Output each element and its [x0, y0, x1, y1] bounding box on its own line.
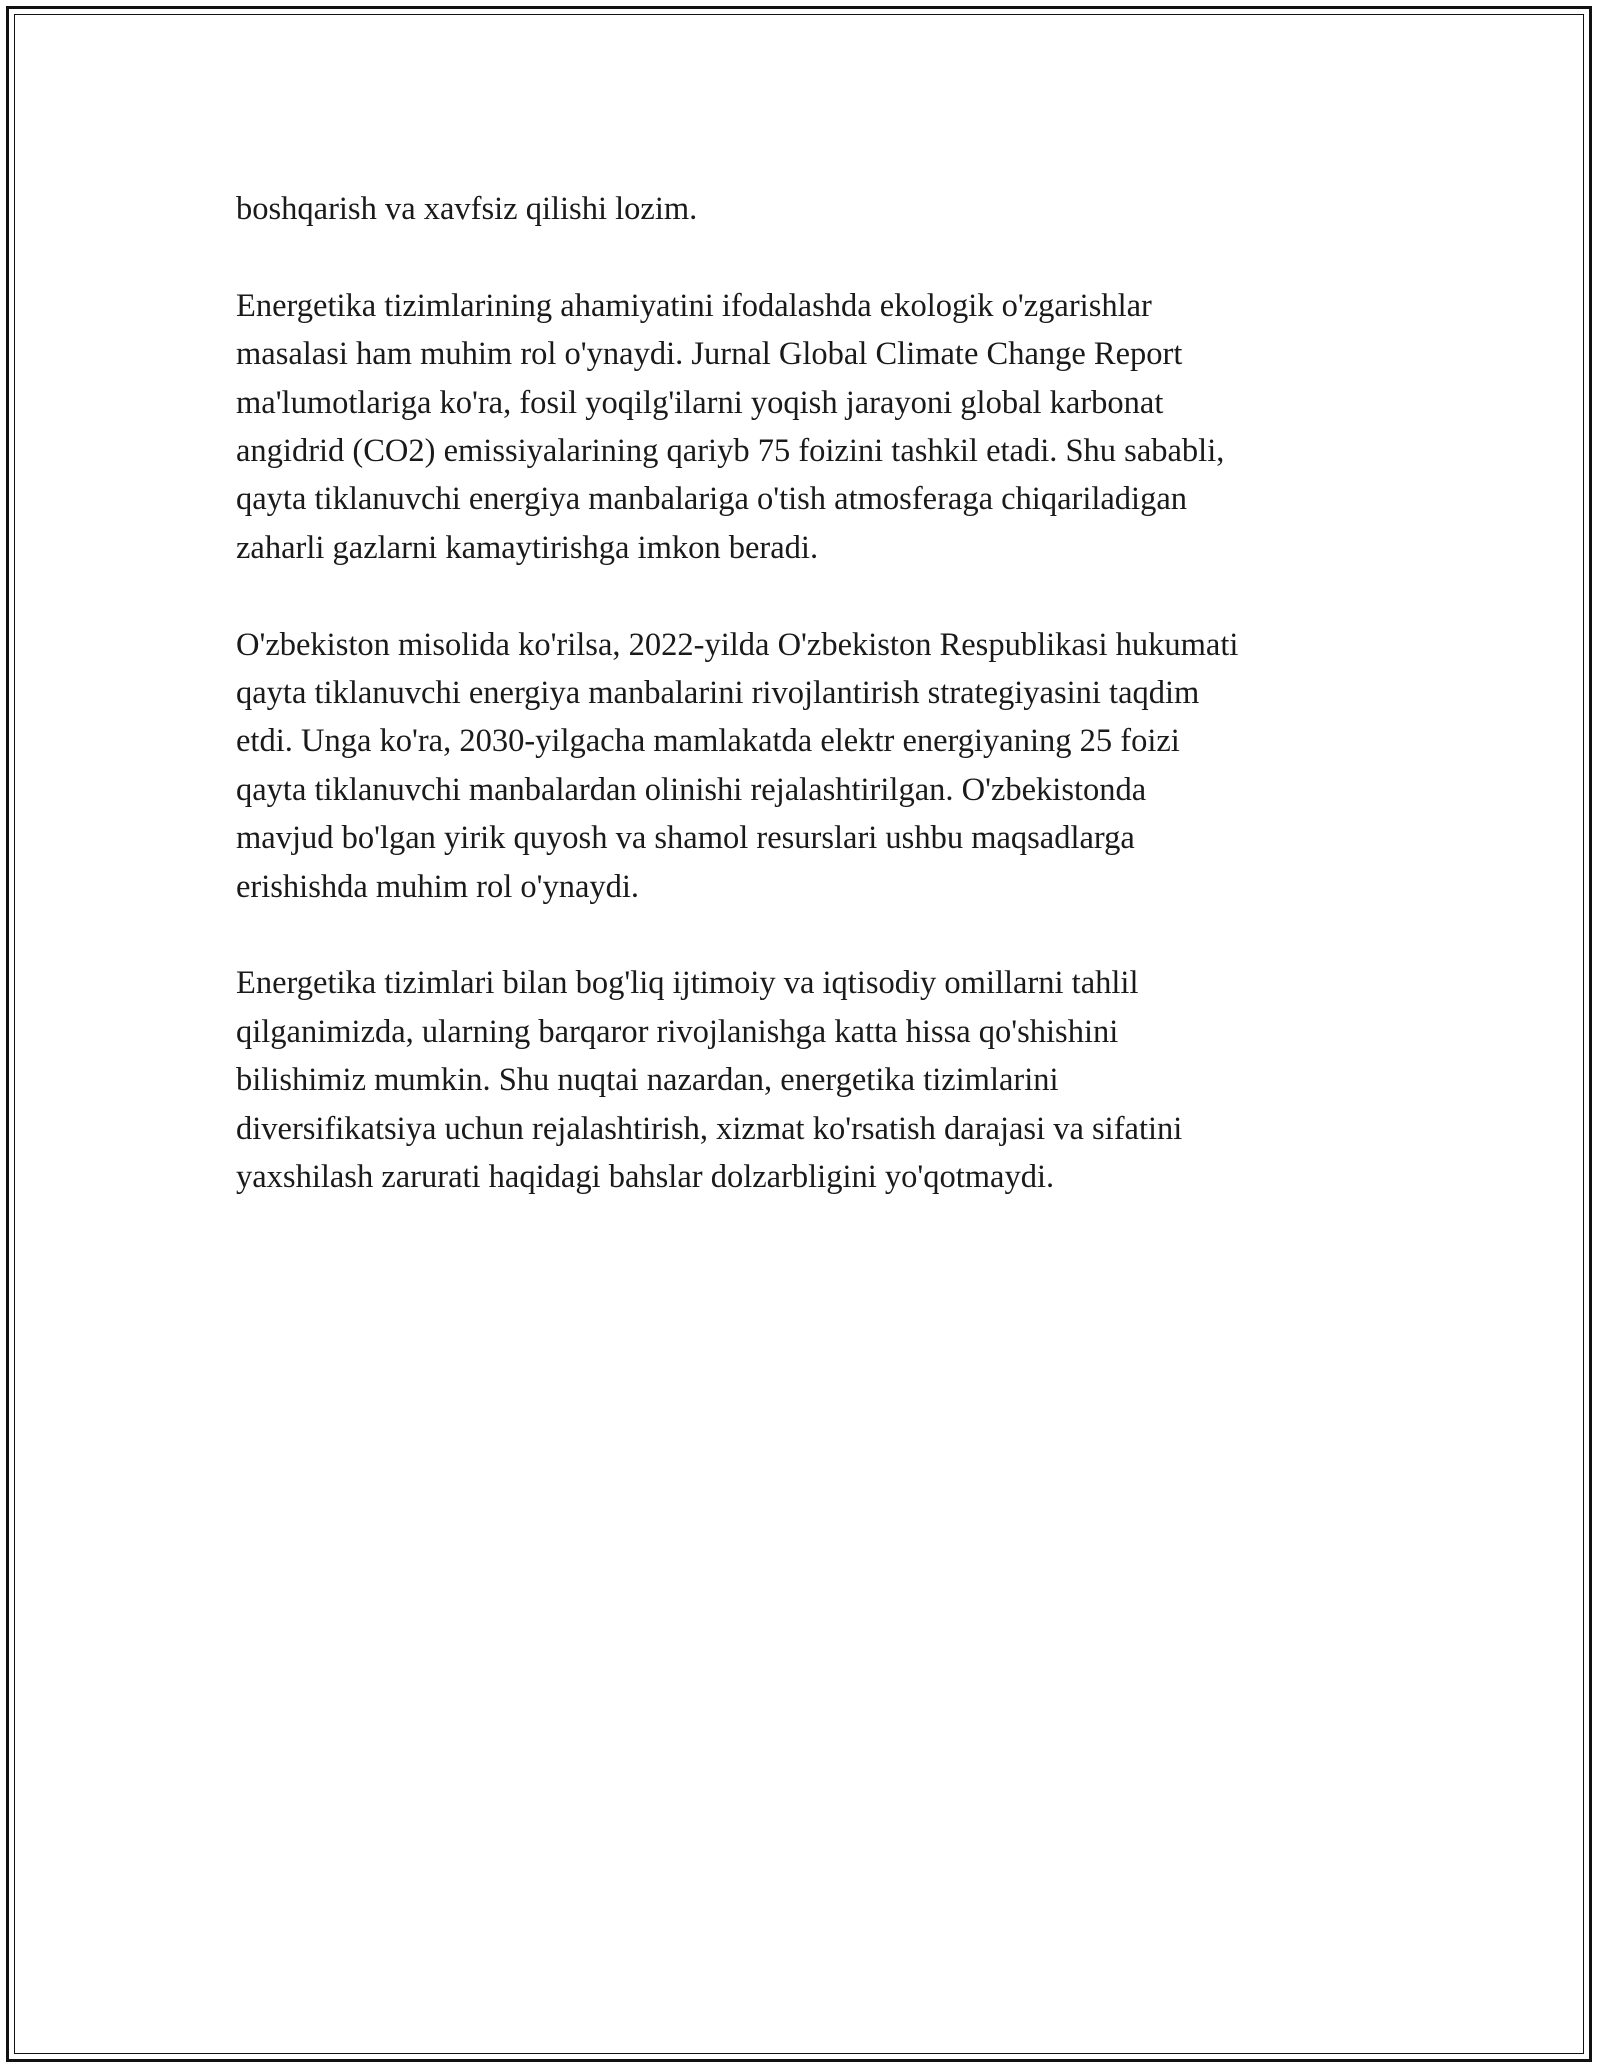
- text-line: diversifikatsiya uchun rejalashtirish, xizmat ko'rsatish darajasi va sifatini: [236, 1110, 1183, 1147]
- text-line: Energetika tizimlarining ahamiyatini ifodalashda ekologik o'zgarishlar: [236, 287, 1152, 324]
- paragraph-2: [236, 282, 1386, 572]
- paragraph-3: [236, 621, 1386, 911]
- text-line: qayta tiklanuvchi energiya manbalariga o'tish atmosferaga chiqariladigan: [236, 481, 1188, 518]
- text-line: angidrid (CO2) emissiyalarining qariyb 75 foizini tashkil etadi. Shu sababli,: [236, 433, 1225, 470]
- text-line: Energetika tizimlari bilan bog'liq ijtimoiy va iqtisodiy omillarni tahlil: [236, 965, 1139, 1002]
- text-line: qayta tiklanuvchi manbalardan olinishi rejalashtirilgan. O'zbekistonda: [236, 771, 1147, 808]
- document-body: [236, 185, 1386, 1250]
- text-line: qayta tiklanuvchi energiya manbalarini rivojlantirish strategiyasini taqdim: [236, 675, 1200, 712]
- text-line: ma'lumotlariga ko'ra, fosil yoqilg'ilarni yoqish jarayoni global karbonat: [236, 384, 1164, 421]
- text-line: etdi. Unga ko'ra, 2030-yilgacha mamlakatda elektr energiyaning 25 foizi: [236, 723, 1180, 760]
- text-line: yaxshilash zarurati haqidagi bahslar dolzarbligini yo'qotmaydi.: [236, 1159, 1055, 1196]
- text-line: zaharli gazlarni kamaytirishga imkon beradi.: [236, 529, 819, 566]
- text-line: bilishimiz mumkin. Shu nuqtai nazardan, energetika tizimlarini: [236, 1062, 1059, 1099]
- paragraph-1: [236, 185, 1386, 233]
- text-line: mavjud bo'lgan yirik quyosh va shamol resurslari ushbu maqsadlarga: [236, 820, 1135, 857]
- text-line: masalasi ham muhim rol o'ynaydi. Jurnal Global Climate Change Report: [236, 336, 1183, 373]
- text-line: qilganimizda, ularning barqaror rivojlanishga katta hissa qo'shishini: [236, 1013, 1119, 1050]
- text-line: boshqarish va xavfsiz qilishi lozim.: [236, 191, 698, 227]
- text-line: erishishda muhim rol o'ynaydi.: [236, 868, 640, 905]
- text-line: O'zbekiston misolida ko'rilsa, 2022-yilda O'zbekiston Respublikasi hukumati: [236, 626, 1239, 663]
- paragraph-4: [236, 959, 1386, 1201]
